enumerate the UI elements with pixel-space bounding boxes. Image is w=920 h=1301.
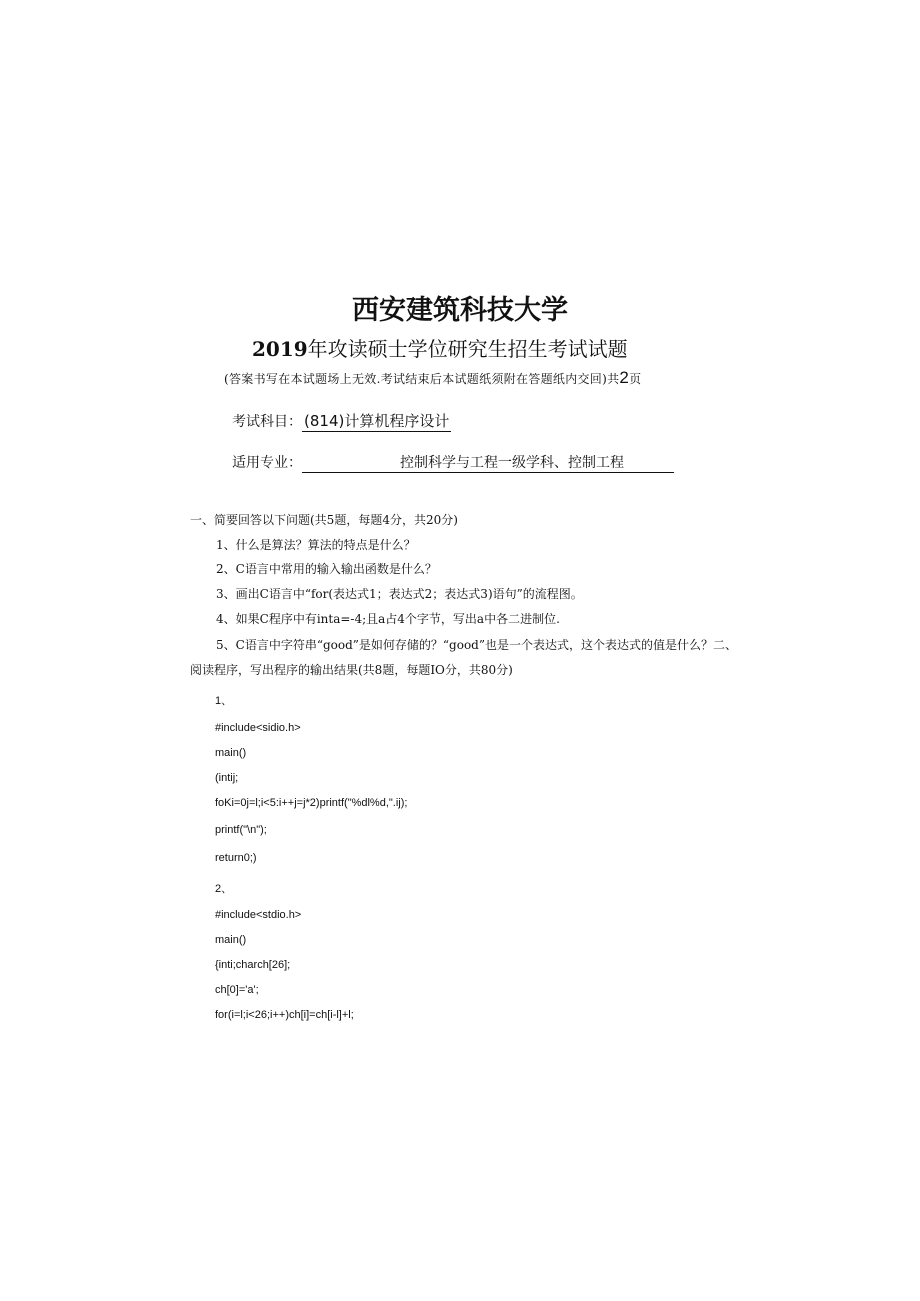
exam-title-text: 年攻读硕士学位研究生招生考试试题 [307,337,628,361]
exam-notice [224,368,641,388]
question-4: 4、如果C程序中有inta=-4;且a占4个字节，写出a中各二进制位. [216,612,560,626]
notice-text: (答案书写在本试题场上无效.考试结束后本试题纸须附在答题纸内交回)共 [224,372,620,386]
exam-subject-line [232,410,451,431]
program-2-number: 2、 [215,883,233,895]
question-1: 1、什么是算法？算法的特点是什么？ [216,538,416,552]
program-1-line: (intij; [215,772,239,784]
exam-subject-value: (814)计算机程序设计 [304,412,450,430]
program-1-line: #include<sidio.h> [215,722,301,734]
section2-heading: 阅读程序，写出程序的输出结果(共8题，每题IO分，共80分) [190,663,513,677]
page-count: 2 [619,368,630,387]
applicable-major-line [232,452,674,472]
section1-heading: 一、简要回答以下问题(共5题，每题4分，共20分) [190,513,458,527]
program-2-line: {inti;charch[26]; [215,959,291,971]
program-2-line: #include<stdio.h> [215,909,302,921]
question-5: 5、C语言中字符串“good”是如何存储的？“good”也是一个表达式，这个表达式的值是什么？二、 [216,638,737,652]
program-1-number: 1、 [215,695,233,707]
exam-year: 2019 [252,337,308,361]
notice-page-unit: 页 [629,372,642,386]
program-2-line: main() [215,934,247,946]
applicable-major-label: 适用专业： [232,455,302,471]
exam-subject-label: 考试科目： [232,414,302,430]
school-name: 西安建筑科技大学 [352,295,568,326]
applicable-major-field [302,455,674,473]
exam-title [252,333,628,362]
question-2: 2、C语言中常用的输入输出函数是什么？ [216,562,437,576]
question-3: 3、画出C语言中“for(表达式1；表达式2；表达式3)语句”的流程图。 [216,587,583,601]
program-1-line: foKi=0j=l;i<5:i++j=j*2)printf("%dl%d,".ij); [215,797,408,809]
program-1-line: main() [215,747,247,759]
program-2-line: for(i=l;i<26;i++)ch[i]=ch[i-l]+l; [215,1009,354,1021]
program-1-line: return0;) [215,852,257,864]
applicable-major-value: 控制科学与工程一级学科、控制工程 [400,455,624,471]
program-1-line: printf("\n"); [215,824,267,836]
program-2-line: ch[0]='a'; [215,984,259,996]
